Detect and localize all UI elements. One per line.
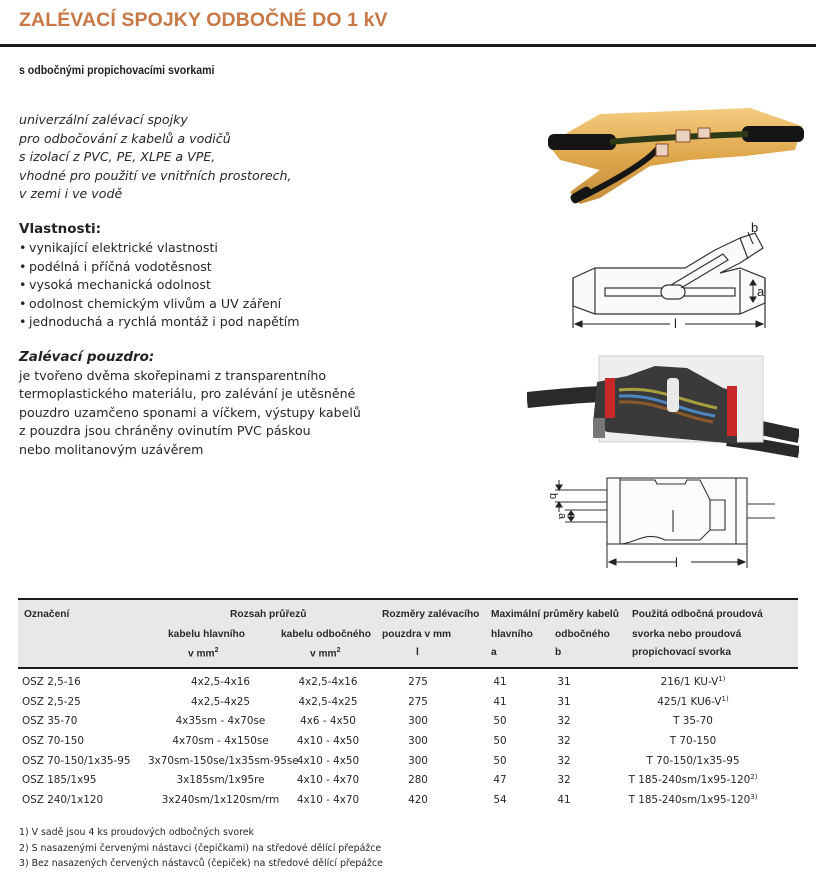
intro-line: pro odbočování z kabelů a vodičů bbox=[19, 130, 231, 146]
housing-diagram bbox=[545, 470, 775, 570]
cell-b: 41 bbox=[557, 794, 571, 807]
cell-clamp bbox=[593, 696, 793, 708]
property-text: odolnost chemickým vlivům a UV záření bbox=[29, 295, 282, 311]
intro-line: univerzální zalévací spojky bbox=[19, 112, 188, 127]
cell-clamp bbox=[593, 774, 793, 786]
header-cross-section-range: Rozsah průřezů bbox=[230, 609, 307, 620]
title-divider bbox=[0, 44, 816, 47]
cell-a: 41 bbox=[493, 695, 507, 708]
housing-line: z pouzdra jsou chráněny ovinutím PVC páskou bbox=[19, 423, 311, 439]
bullet-icon: • bbox=[19, 277, 27, 293]
cell-branch: 4x2,5-4x16 bbox=[298, 676, 358, 688]
cell-clamp bbox=[593, 755, 793, 767]
header-housing-dims-unit: pouzdra v mm bbox=[382, 629, 452, 640]
housing-paragraph bbox=[19, 367, 361, 459]
clamp-text: 216/1 KU-V bbox=[660, 676, 719, 688]
cell-a: 50 bbox=[493, 754, 507, 767]
diagram1-label-b: b bbox=[751, 220, 759, 235]
housing-line: pouzdro uzamčeno sponami a víčkem, výstupy kabelů bbox=[19, 404, 361, 420]
cell-a: 41 bbox=[493, 676, 507, 688]
property-text: vysoká mechanická odolnost bbox=[29, 277, 211, 293]
cell-a: 50 bbox=[493, 735, 507, 748]
footnote-ref: 1) bbox=[721, 694, 729, 703]
intro-line: v zemi i ve vodě bbox=[19, 186, 123, 202]
header-max-branch: odbočného bbox=[555, 629, 610, 640]
header-max-a: a bbox=[491, 647, 497, 658]
footnote: 1) V sadě jsou 4 ks proudových odbočných svorek bbox=[19, 827, 254, 838]
cell-designation: OSZ 70-150/1x35-95 bbox=[22, 754, 131, 767]
diagram1-label-l: l bbox=[674, 316, 677, 331]
cell-branch: 4x10 - 4x70 bbox=[296, 794, 360, 807]
clamp-text: 425/1 KU6-V bbox=[657, 695, 722, 708]
intro-line: s izolací z PVC, PE, XLPE a VPE, bbox=[19, 149, 216, 165]
cell-l: 275 bbox=[408, 676, 428, 688]
cell-clamp bbox=[593, 715, 793, 727]
cell-clamp bbox=[593, 794, 793, 806]
cell-branch: 4x10 - 4x70 bbox=[296, 774, 360, 787]
intro-paragraph bbox=[19, 111, 292, 204]
footnote-ref: 3) bbox=[750, 793, 758, 802]
table-body bbox=[18, 669, 798, 809]
cell-a: 54 bbox=[493, 794, 507, 807]
header-max-main: hlavního bbox=[491, 629, 533, 640]
header-clamp-2: svorka nebo proudová bbox=[632, 629, 742, 640]
footnote: 3) Bez nasazených červených nástavců (čepiček) na středové dělící přepážce bbox=[19, 858, 383, 870]
header-unit-branch bbox=[310, 647, 341, 659]
property-text: jednoduchá a rychlá montáž i pod napětím bbox=[29, 314, 300, 330]
unit-sup: 2 bbox=[214, 647, 219, 654]
cell-main: 4x35sm - 4x70se bbox=[175, 715, 266, 728]
cell-b: 32 bbox=[557, 715, 571, 728]
cell-l: 300 bbox=[408, 754, 428, 767]
bullet-icon: • bbox=[19, 258, 27, 274]
header-housing-dims: Rozměry zalévacího bbox=[382, 609, 480, 620]
cell-b: 32 bbox=[557, 735, 571, 748]
property-item bbox=[19, 295, 300, 314]
housing-photo bbox=[527, 352, 799, 458]
housing-line: nebo molitanovým uzávěrem bbox=[19, 441, 204, 457]
bullet-icon: • bbox=[19, 314, 27, 330]
page-title: ZALÉVACÍ SPOJKY ODBOČNÉ DO 1 kV bbox=[19, 9, 388, 31]
housing-line: termoplastického materiálu, pro zalévání je utěsněné bbox=[19, 386, 356, 402]
header-housing-l: l bbox=[416, 647, 419, 658]
clamp-text: T 185-240sm/1x95-120 bbox=[628, 794, 751, 807]
cell-clamp bbox=[593, 735, 793, 747]
cell-b: 32 bbox=[557, 774, 571, 787]
table-row bbox=[18, 671, 798, 691]
table-row bbox=[18, 769, 798, 789]
footnotes bbox=[19, 825, 383, 872]
cell-designation: OSZ 35-70 bbox=[22, 715, 78, 728]
cell-l: 300 bbox=[408, 735, 428, 748]
property-item bbox=[19, 239, 300, 258]
header-max-diameters: Maximální průměry kabelů bbox=[491, 609, 619, 620]
cell-b: 32 bbox=[557, 754, 571, 767]
header-max-b: b bbox=[555, 647, 562, 658]
property-item bbox=[19, 258, 300, 277]
property-item bbox=[19, 313, 300, 332]
cell-l: 300 bbox=[408, 715, 428, 728]
clamp-text: T 70-150 bbox=[669, 735, 717, 748]
cell-a: 50 bbox=[493, 715, 507, 728]
cell-main: 3x70sm-150se/1x35sm-95se bbox=[148, 754, 299, 767]
branch-joint-photo bbox=[540, 100, 810, 212]
clamp-text: T 70-150/1x35-95 bbox=[646, 754, 740, 767]
header-main-cable: kabelu hlavního bbox=[168, 629, 245, 640]
header-clamp-3: propichovací svorka bbox=[632, 647, 732, 658]
table-row bbox=[18, 750, 798, 770]
branch-joint-diagram bbox=[565, 218, 775, 333]
unit-text: v mm bbox=[188, 648, 215, 660]
cell-clamp bbox=[593, 676, 793, 688]
cell-main: 3x185sm/1x95re bbox=[176, 774, 265, 787]
housing-heading: Zalévací pouzdro: bbox=[19, 349, 155, 365]
table-row bbox=[18, 710, 798, 730]
cell-a: 47 bbox=[493, 774, 507, 787]
bullet-icon: • bbox=[19, 240, 27, 255]
unit-sup: 2 bbox=[336, 647, 341, 654]
properties-list bbox=[19, 239, 300, 332]
diagram2-label-l: l bbox=[675, 555, 678, 570]
cell-designation: OSZ 185/1x95 bbox=[22, 774, 97, 787]
cell-l: 280 bbox=[408, 774, 428, 787]
header-branch-cable: kabelu odbočného bbox=[281, 629, 371, 640]
cell-b: 31 bbox=[557, 676, 571, 688]
diagram2-label-a: a bbox=[556, 513, 568, 520]
table-header bbox=[18, 600, 798, 667]
property-item bbox=[19, 276, 300, 295]
table-row bbox=[18, 789, 798, 809]
cell-main: 4x2,5-4x25 bbox=[190, 695, 250, 708]
diagram2-label-b: b bbox=[547, 493, 559, 500]
cell-designation: OSZ 70-150 bbox=[22, 735, 84, 748]
cell-l: 420 bbox=[408, 794, 428, 807]
specs-table bbox=[18, 598, 798, 809]
property-text: vynikající elektrické vlastnosti bbox=[29, 240, 218, 255]
cell-designation: OSZ 2,5-16 bbox=[22, 676, 81, 688]
clamp-text: T 185-240sm/1x95-120 bbox=[628, 774, 751, 787]
cell-branch: 4x2,5-4x25 bbox=[298, 695, 358, 708]
cell-main: 4x2,5-4x16 bbox=[190, 676, 250, 688]
cell-l: 275 bbox=[408, 695, 428, 708]
table-row bbox=[18, 730, 798, 750]
cell-main: 4x70sm - 4x150se bbox=[172, 735, 269, 748]
footnote-ref: 1) bbox=[718, 675, 726, 683]
property-text: podélná i příčná vodotěsnost bbox=[29, 258, 212, 274]
clamp-text: T 35-70 bbox=[673, 715, 713, 728]
unit-text: v mm bbox=[310, 648, 337, 660]
properties-heading: Vlastnosti: bbox=[19, 221, 102, 237]
page-subtitle: s odbočnými propichovacími svorkami bbox=[19, 63, 215, 77]
footnote: 2) S nasazenými červenými nástavci (čepičkami) na středové dělící přepážce bbox=[19, 842, 382, 854]
cell-branch: 4x10 - 4x50 bbox=[296, 735, 360, 748]
header-clamp-1: Použitá odbočná proudová bbox=[632, 609, 763, 620]
housing-line: je tvořeno dvěma skořepinami z transparentního bbox=[19, 368, 327, 383]
cell-designation: OSZ 240/1x120 bbox=[22, 794, 104, 807]
table-row bbox=[18, 691, 798, 711]
header-designation: Označení bbox=[24, 609, 70, 620]
cell-main: 3x240sm/1x120sm/rm bbox=[161, 794, 280, 807]
cell-b: 31 bbox=[557, 695, 571, 708]
intro-line: vhodné pro použití ve vnitřních prostorech, bbox=[19, 167, 292, 183]
diagram1-label-a: a bbox=[757, 284, 765, 299]
cell-designation: OSZ 2,5-25 bbox=[22, 695, 81, 708]
cell-branch: 4x6 - 4x50 bbox=[300, 715, 356, 728]
cell-branch: 4x10 - 4x50 bbox=[296, 754, 360, 767]
header-unit-main bbox=[188, 647, 219, 659]
footnote-ref: 2) bbox=[750, 773, 758, 782]
bullet-icon: • bbox=[19, 295, 27, 311]
